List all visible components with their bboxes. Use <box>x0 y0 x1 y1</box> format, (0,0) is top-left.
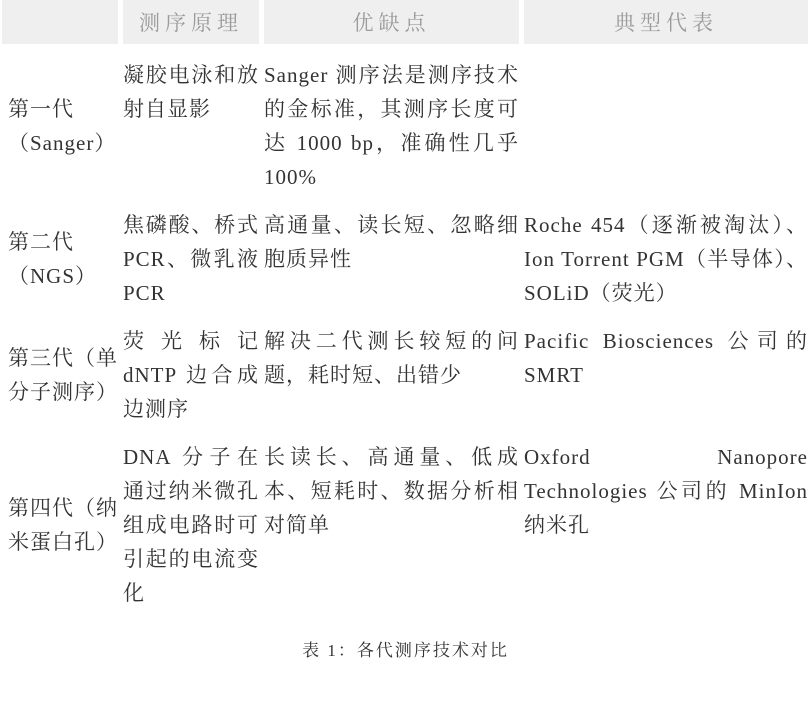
table-caption: 表 1：各代测序技术对比 <box>302 641 509 660</box>
principle-cell: 凝胶电泳和放射自显影 <box>123 63 259 121</box>
table-row <box>2 44 808 194</box>
header-row <box>2 0 808 44</box>
pros-cons-cell: 解决二代测长较短的问题，耗时短、出错少 <box>264 329 519 387</box>
table-row <box>2 426 808 610</box>
header-cell-generation <box>2 0 118 44</box>
header-cell-representative: 典型代表 <box>524 0 808 44</box>
generation-cell: 第三代（单分子测序） <box>8 346 118 404</box>
representative-cell: Pacific Biosciences 公司的 SMRT <box>524 329 808 387</box>
header-cell-principle: 测序原理 <box>123 0 259 44</box>
generation-cell: 第一代（Sanger） <box>8 97 117 155</box>
header-cell-pros-cons: 优缺点 <box>264 0 519 44</box>
representative-cell <box>524 44 808 194</box>
principle-cell: DNA 分子在通过纳米微孔组成电路时可引起的电流变化 <box>123 445 259 605</box>
principle-cell: 焦磷酸、桥式 PCR、微乳液 PCR <box>123 213 259 305</box>
representative-cell: Oxford Nanopore Technologies 公司的 MinIon 纳米孔 <box>524 445 808 537</box>
generation-cell: 第四代（纳米蛋白孔） <box>8 496 118 554</box>
pros-cons-cell: 长读长、高通量、低成本、短耗时、数据分析相对简单 <box>264 445 519 537</box>
table-row <box>2 310 808 426</box>
generation-cell: 第二代（NGS） <box>8 230 98 288</box>
pros-cons-cell: Sanger 测序法是测序技术的金标准，其测序长度可达 1000 bp，准确性几乎 100% <box>264 63 519 189</box>
representative-cell: Roche 454（逐渐被淘汰）、Ion Torrent PGM（半导体）、SOLiD（荧光） <box>524 213 808 305</box>
table-row <box>2 194 808 310</box>
pros-cons-cell: 高通量、读长短、忽略细胞质异性 <box>264 213 519 271</box>
principle-cell: 荧光标记 dNTP 边合成边测序 <box>123 329 259 421</box>
